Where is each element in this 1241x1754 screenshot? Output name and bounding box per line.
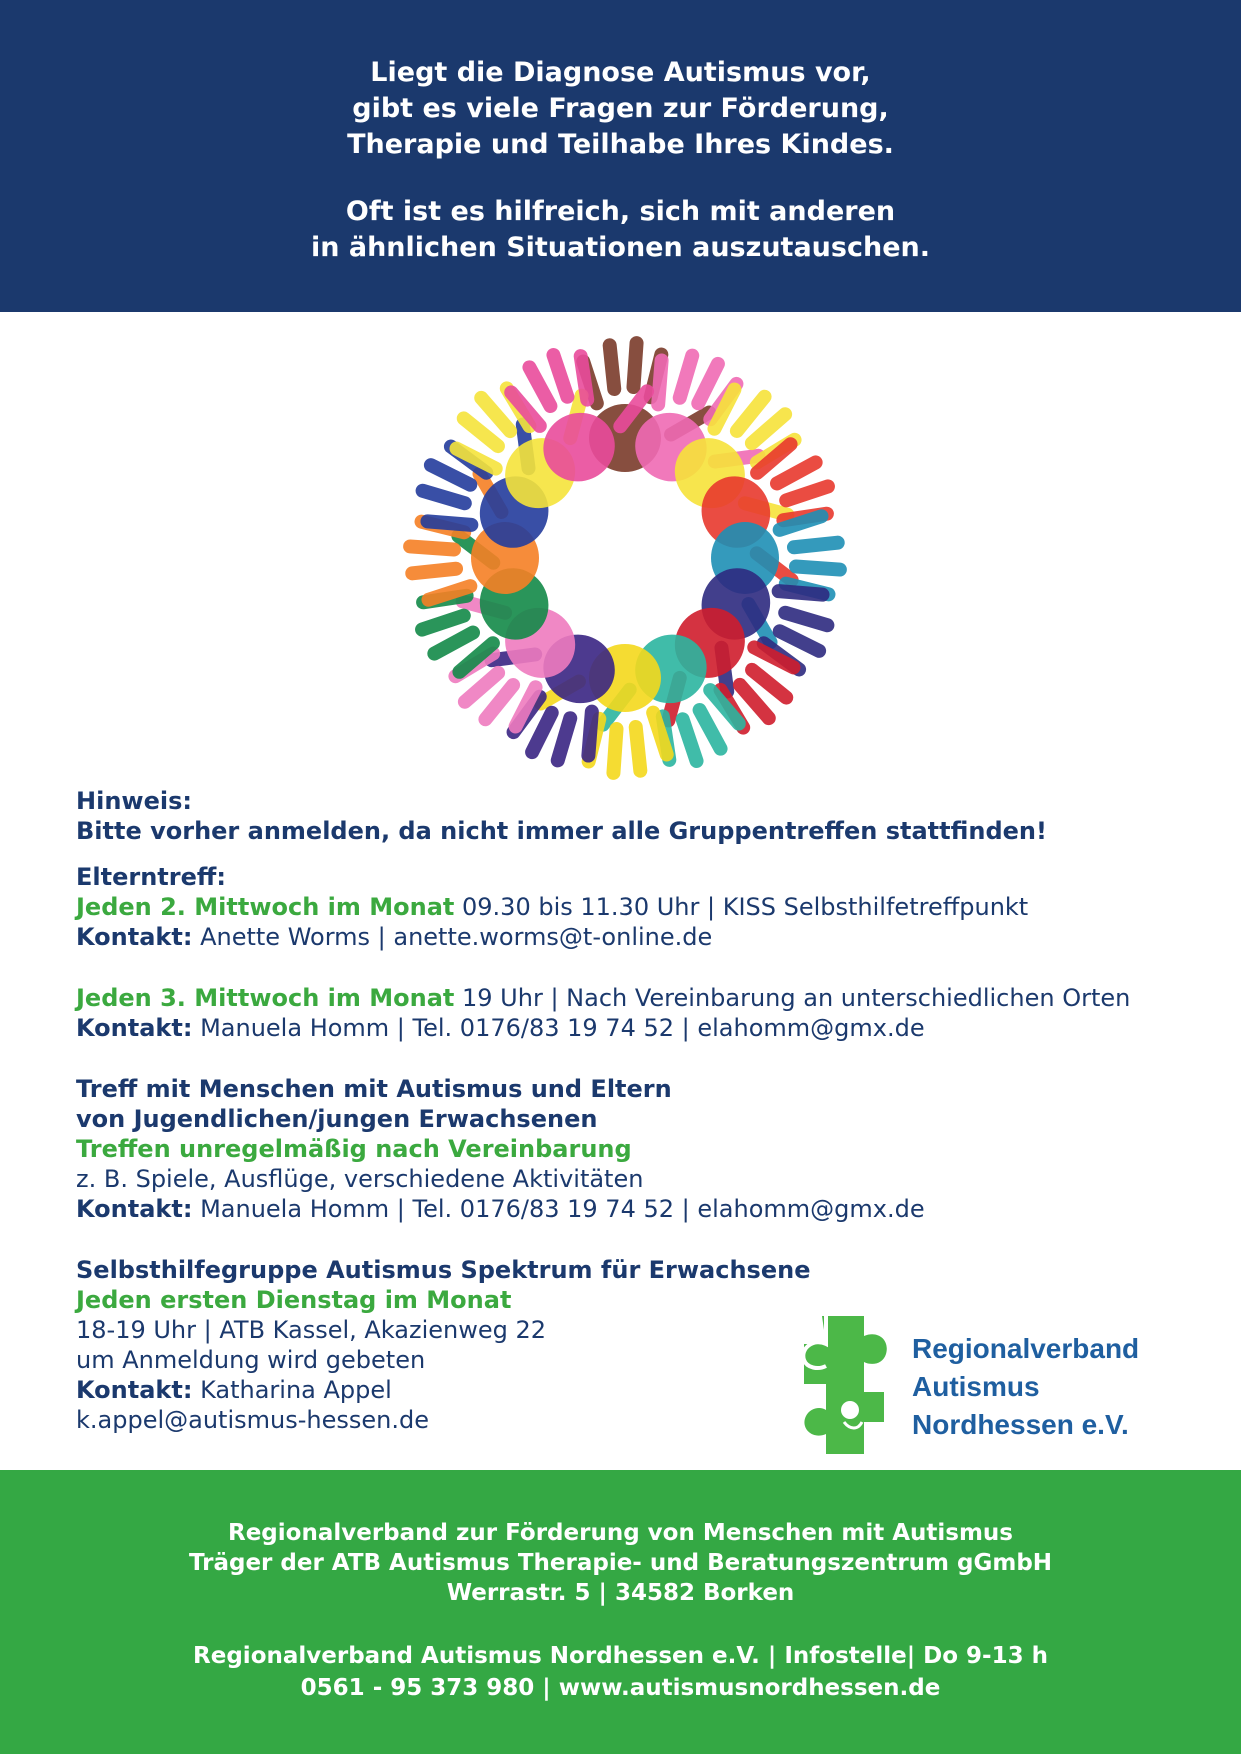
notice-text: Bitte vorher anmelden, da nicht immer alle Gruppentreffen stattfinden! (76, 817, 1047, 845)
header-banner (0, 0, 1241, 312)
header-line: Oft ist es hilfreich, sich mit anderen (345, 196, 896, 227)
treff-heading: von Jugendlichen/jungen Erwachsenen (76, 1105, 598, 1133)
meeting-2-line (76, 983, 1196, 1013)
logo-line: Regionalverband (912, 1333, 1140, 1364)
shg-time-place: 18-19 Uhr | ATB Kassel, Akazienweg 22 (76, 1316, 547, 1344)
meeting-1-contact-line (76, 922, 1196, 952)
footer-contact (0, 1640, 1241, 1704)
header-line: gibt es viele Fragen zur Förderung, (352, 93, 889, 124)
elterntreff-heading: Elterntreff: (76, 863, 226, 891)
shg-registration: um Anmeldung wird gebeten (76, 1346, 426, 1374)
contact-label: Kontakt: (76, 1195, 193, 1223)
treff-contact: Manuela Homm | Tel. 0176/83 19 74 52 | elahomm@gmx.de (192, 1195, 925, 1223)
header-line: Liegt die Diagnose Autismus vor, (370, 57, 871, 88)
shg-email: k.appel@autismus-hessen.de (76, 1406, 429, 1434)
footer-line: Träger der ATB Autismus Therapie- und Beratungszentrum gGmbH (188, 1550, 1053, 1576)
handprint-circle-icon (365, 318, 885, 806)
meeting-1-contact: Anette Worms | anette.worms@t-online.de (192, 923, 713, 951)
notice-heading: Hinweis: (76, 787, 192, 815)
header-exchange (0, 194, 1241, 266)
footer-line: Regionalverband Autismus Nordhessen e.V. | Infostelle| Do 9-13 h (193, 1643, 1048, 1669)
header-line: Therapie und Teilhabe Ihres Kindes. (347, 129, 894, 160)
treff-when: Treffen unregelmäßig nach Vereinbarung (76, 1135, 632, 1163)
header-line: in ähnlichen Situationen auszutauschen. (310, 232, 930, 263)
footer-line: Regionalverband zur Förderung von Menschen mit Autismus (228, 1520, 1013, 1546)
shg-when: Jeden ersten Dienstag im Monat (76, 1286, 512, 1314)
logo-wordmark (912, 1330, 1139, 1444)
treff-section (76, 1074, 1196, 1224)
meeting-2-contact: Manuela Homm | Tel. 0176/83 19 74 52 | elahomm@gmx.de (192, 1014, 925, 1042)
elterntreff-meeting-2 (76, 983, 1196, 1043)
puzzle-piece-logo-icon (792, 1310, 902, 1460)
meeting-1-when: Jeden 2. Mittwoch im Monat (76, 893, 455, 921)
contact-label: Kontakt: (76, 1376, 193, 1404)
meeting-1-details: 09.30 bis 11.30 Uhr | KISS Selbsthilfetreffpunkt (454, 893, 1029, 921)
logo-line: Nordhessen e.V. (912, 1409, 1129, 1440)
treff-contact-line (76, 1194, 1196, 1224)
treff-details: z. B. Spiele, Ausflüge, verschiedene Aktivitäten (76, 1165, 644, 1193)
organization-logo (792, 1310, 1172, 1460)
treff-heading: Treff mit Menschen mit Autismus und Eltern (76, 1075, 672, 1103)
shg-heading: Selbsthilfegruppe Autismus Spektrum für Erwachsene (76, 1256, 811, 1284)
footer-line: Werrastr. 5 | 34582 Borken (446, 1580, 795, 1606)
contact-label: Kontakt: (76, 1014, 193, 1042)
meeting-2-details: 19 Uhr | Nach Vereinbarung an unterschiedlichen Orten (454, 984, 1131, 1012)
meeting-1-line (76, 892, 1196, 922)
footer-banner (0, 1470, 1241, 1754)
notice-section (76, 786, 1196, 846)
footer-organization (0, 1518, 1241, 1608)
elterntreff-section (76, 862, 1196, 952)
header-intro (0, 55, 1241, 163)
logo-line: Autismus (912, 1371, 1040, 1402)
meeting-2-when: Jeden 3. Mittwoch im Monat (76, 984, 455, 1012)
contact-label: Kontakt: (76, 923, 193, 951)
meeting-2-contact-line (76, 1013, 1196, 1043)
footer-line: 0561 - 95 373 980 | www.autismusnordhessen.de (300, 1675, 941, 1701)
shg-contact: Katharina Appel (192, 1376, 392, 1404)
